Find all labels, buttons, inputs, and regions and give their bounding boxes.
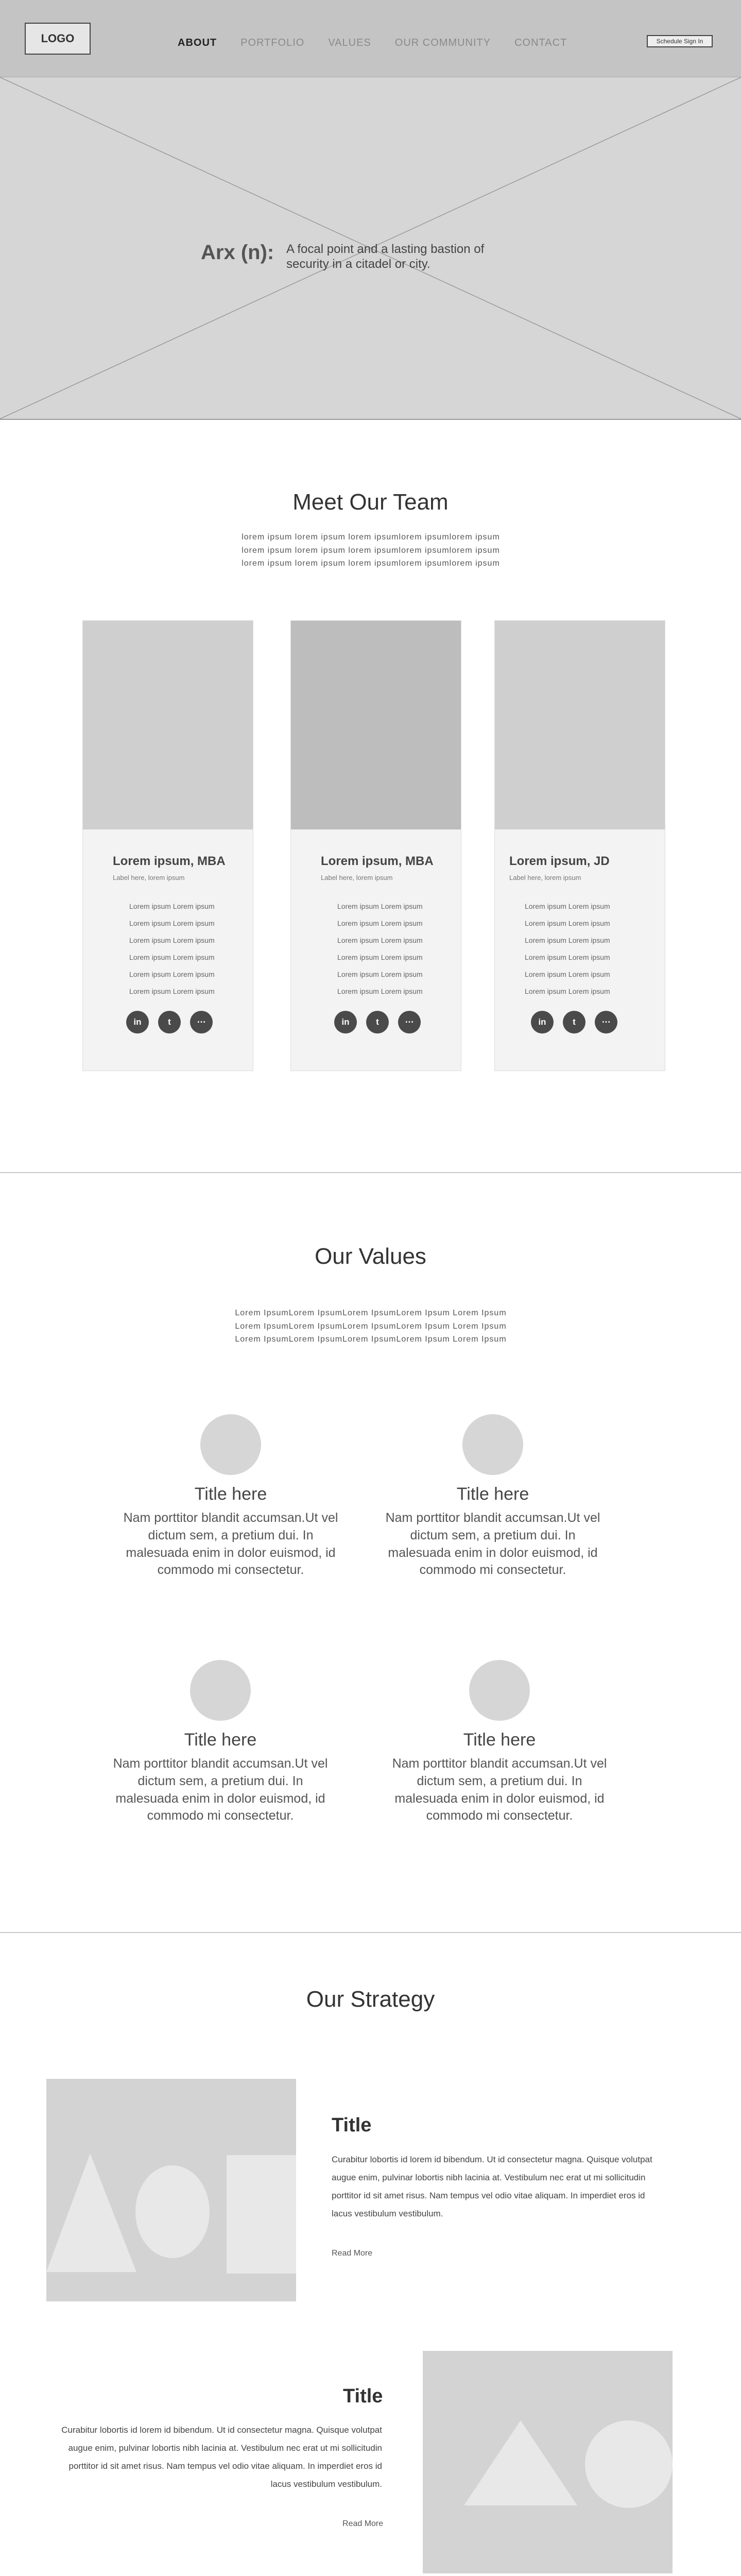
value-icon xyxy=(469,1660,530,1721)
team-member-detail: Lorem ipsum Lorem ipsum xyxy=(129,953,215,961)
team-intro-line: lorem ipsum lorem ipsum lorem ipsumlorem ipsumlorem ipsum xyxy=(242,559,500,568)
team-member-detail: Lorem ipsum Lorem ipsum xyxy=(525,936,610,944)
team-section-title: Meet Our Team xyxy=(292,489,449,515)
value-title: Title here xyxy=(194,1484,267,1504)
logo[interactable]: LOGO xyxy=(25,23,91,55)
more-icon[interactable]: ⋯ xyxy=(398,1011,421,1033)
main-nav xyxy=(178,37,567,49)
read-more-link[interactable]: Read More xyxy=(342,2519,384,2528)
team-member-detail: Lorem ipsum Lorem ipsum xyxy=(337,902,423,910)
social-links xyxy=(83,1011,253,1033)
hero-description: A focal point and a lasting bastion of security in a citadel or city. xyxy=(286,242,485,271)
value-text: Nam porttitor blandit accumsan.Ut vel dictum sem, a pretium dui. In malesuada enim in dolor euismod, id commodo mi consectetur. xyxy=(392,1756,607,1823)
team-intro-line: lorem ipsum lorem ipsum lorem ipsumlorem ipsumlorem ipsum xyxy=(242,546,500,555)
team-member-detail: Lorem ipsum Lorem ipsum xyxy=(129,970,215,978)
read-more-link[interactable]: Read More xyxy=(332,2249,373,2258)
team-member-detail: Lorem ipsum Lorem ipsum xyxy=(525,970,610,978)
team-member-detail: Lorem ipsum Lorem ipsum xyxy=(525,902,610,910)
hero-banner xyxy=(0,77,741,420)
twitter-icon[interactable]: t xyxy=(366,1011,389,1033)
team-member-detail: Lorem ipsum Lorem ipsum xyxy=(525,987,610,995)
team-member-name: Lorem ipsum, MBA xyxy=(113,854,226,868)
team-intro-line: lorem ipsum lorem ipsum lorem ipsumlorem ipsumlorem ipsum xyxy=(242,533,500,541)
team-intro xyxy=(165,531,577,570)
value-text: Nam porttitor blandit accumsan.Ut vel dictum sem, a pretium dui. In malesuada enim in dolor euismod, id commodo mi consectetur. xyxy=(385,1511,600,1578)
values-intro-line: Lorem IpsumLorem IpsumLorem IpsumLorem Ipsum Lorem Ipsum xyxy=(235,1335,507,1344)
team-member-detail: Lorem ipsum Lorem ipsum xyxy=(129,936,215,944)
team-member-subtitle: Label here, lorem ipsum xyxy=(321,874,393,882)
sign-in-button[interactable]: Schedule Sign In xyxy=(647,35,713,47)
team-member-detail: Lorem ipsum Lorem ipsum xyxy=(337,970,423,978)
social-links xyxy=(495,1011,665,1033)
shapes-placeholder-icon xyxy=(423,2351,673,2573)
values-section-title: Our Values xyxy=(315,1244,426,1269)
strategy-item-text: Curabitur lobortis id lorem id bibendum. Ut id consectetur magna. Quisque volutpat augue enim, pulvinar lobortis nibh lacinia at. Vestibulum nec erat ut mi sollicitudin porttitor id sit amet risus. Nam tempus vel odio vitae aliquam. In imperdiet eros id lacus vestibulum vestibulum. xyxy=(61,2425,382,2489)
nav-item-values[interactable]: VALUES xyxy=(328,37,371,48)
linkedin-icon[interactable]: in xyxy=(531,1011,554,1033)
linkedin-icon[interactable]: in xyxy=(126,1011,149,1033)
team-member-detail: Lorem ipsum Lorem ipsum xyxy=(337,919,423,927)
nav-item-portfolio[interactable]: PORTFOLIO xyxy=(240,37,305,48)
values-intro xyxy=(165,1307,577,1346)
value-title: Title here xyxy=(184,1730,257,1750)
team-member-name: Lorem ipsum, MBA xyxy=(321,854,434,868)
value-title: Title here xyxy=(456,1484,529,1504)
team-member-subtitle: Label here, lorem ipsum xyxy=(509,874,581,882)
value-item xyxy=(385,1414,601,1579)
strategy-section-title: Our Strategy xyxy=(306,1987,435,2012)
team-card xyxy=(290,620,461,1071)
strategy-item-title: Title xyxy=(343,2385,383,2407)
value-icon xyxy=(200,1414,261,1475)
values-intro-line: Lorem IpsumLorem IpsumLorem IpsumLorem Ipsum Lorem Ipsum xyxy=(235,1309,507,1317)
section-divider xyxy=(0,1172,741,1173)
strategy-item-text: Curabitur lobortis id lorem id bibendum. Ut id consectetur magna. Quisque volutpat augue enim, pulvinar lobortis nibh lacinia at. Vestibulum nec erat ut mi sollicitudin porttitor id sit amet risus. Nam tempus vel odio vitae aliquam. In imperdiet eros id lacus vestibulum vestibulum. xyxy=(332,2155,652,2218)
team-member-detail: Lorem ipsum Lorem ipsum xyxy=(129,919,215,927)
team-member-detail: Lorem ipsum Lorem ipsum xyxy=(337,987,423,995)
more-icon[interactable]: ⋯ xyxy=(595,1011,617,1033)
more-icon[interactable]: ⋯ xyxy=(190,1011,213,1033)
hero-term: Arx (n): xyxy=(201,241,274,264)
values-intro-line: Lorem IpsumLorem IpsumLorem IpsumLorem Ipsum Lorem Ipsum xyxy=(235,1321,507,1331)
value-item xyxy=(391,1660,608,1825)
team-member-detail: Lorem ipsum Lorem ipsum xyxy=(129,902,215,910)
strategy-image xyxy=(46,2079,296,2301)
linkedin-icon[interactable]: in xyxy=(334,1011,357,1033)
value-item xyxy=(123,1414,339,1579)
strategy-image xyxy=(423,2351,673,2573)
nav-item-community[interactable]: OUR COMMUNITY xyxy=(394,37,491,48)
nav-item-about[interactable]: ABOUT xyxy=(178,37,217,48)
twitter-icon[interactable]: t xyxy=(563,1011,585,1033)
team-member-detail: Lorem ipsum Lorem ipsum xyxy=(337,953,423,961)
team-member-name: Lorem ipsum, JD xyxy=(509,854,610,868)
nav-item-contact[interactable]: CONTACT xyxy=(514,37,567,48)
strategy-item-title: Title xyxy=(332,2114,372,2136)
value-title: Title here xyxy=(463,1730,536,1750)
team-photo xyxy=(83,621,253,829)
value-item xyxy=(112,1660,329,1825)
value-text: Nam porttitor blandit accumsan.Ut vel dictum sem, a pretium dui. In malesuada enim in dolor euismod, id commodo mi consectetur. xyxy=(113,1756,328,1823)
section-divider xyxy=(0,1932,741,1933)
site-header xyxy=(0,0,741,77)
team-card xyxy=(494,620,665,1071)
team-card xyxy=(82,620,253,1071)
team-member-detail: Lorem ipsum Lorem ipsum xyxy=(525,953,610,961)
team-member-detail: Lorem ipsum Lorem ipsum xyxy=(129,987,215,995)
team-member-detail: Lorem ipsum Lorem ipsum xyxy=(525,919,610,927)
team-photo xyxy=(495,621,665,829)
team-photo xyxy=(291,621,461,829)
shapes-placeholder-icon xyxy=(46,2079,296,2301)
twitter-icon[interactable]: t xyxy=(158,1011,181,1033)
value-icon xyxy=(462,1414,523,1475)
social-links xyxy=(291,1011,461,1033)
team-member-subtitle: Label here, lorem ipsum xyxy=(113,874,185,882)
team-member-detail: Lorem ipsum Lorem ipsum xyxy=(337,936,423,944)
value-icon xyxy=(190,1660,251,1721)
value-text: Nam porttitor blandit accumsan.Ut vel dictum sem, a pretium dui. In malesuada enim in dolor euismod, id commodo mi consectetur. xyxy=(123,1511,338,1578)
